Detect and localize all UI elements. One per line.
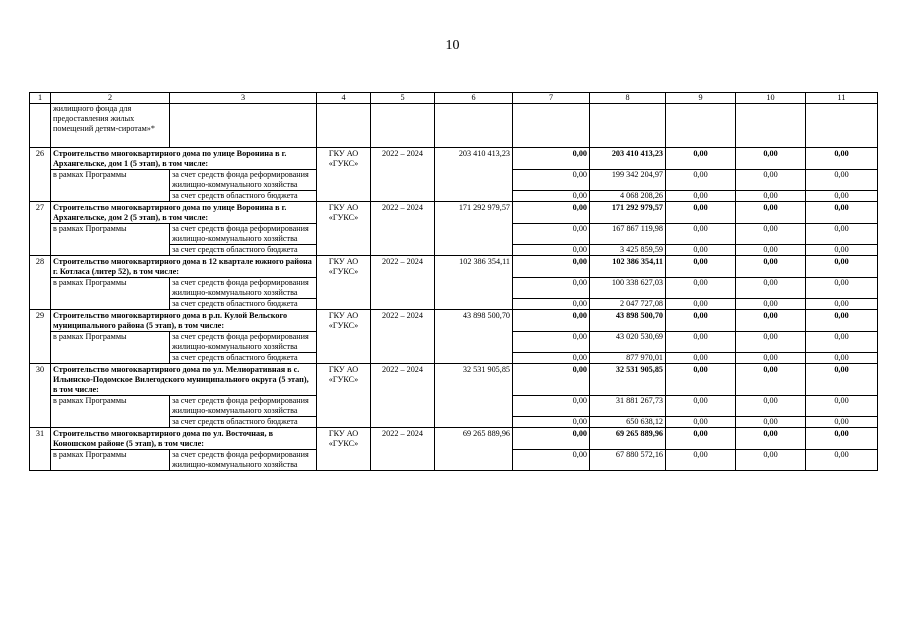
value-col7: 0,00 — [513, 148, 590, 170]
total-cost: 102 386 354,11 — [435, 256, 513, 310]
value-col10: 0,00 — [736, 428, 806, 450]
value-col7: 0,00 — [513, 202, 590, 224]
value-col11: 0,00 — [806, 353, 878, 364]
value-col11: 0,00 — [806, 148, 878, 170]
value-col10: 0,00 — [736, 148, 806, 170]
period: 2022 – 2024 — [371, 256, 435, 310]
column-number: 5 — [371, 93, 435, 104]
value-col10: 0,00 — [736, 353, 806, 364]
value-col7: 0,00 — [513, 332, 590, 353]
funding-source-region: за счет средств областного бюджета — [170, 353, 317, 364]
value-col9: 0,00 — [666, 245, 736, 256]
value-col8: 199 342 204,97 — [590, 170, 666, 191]
project-title: Строительство многоквартирного дома по улице Воронина в г. Архангельске, дом 1 (5 этап), в том числе: — [51, 148, 317, 170]
project-title: Строительство многоквартирного дома по ул. Восточная, в Коношском районе (5 этап), в том числе: — [51, 428, 317, 450]
value-col7: 0,00 — [513, 191, 590, 202]
value-col8: 4 068 208,26 — [590, 191, 666, 202]
value-col7: 0,00 — [513, 245, 590, 256]
column-number-row — [30, 93, 878, 104]
value-col9: 0,00 — [666, 256, 736, 278]
value-col7: 0,00 — [513, 224, 590, 245]
value-col11: 0,00 — [806, 310, 878, 332]
value-col9: 0,00 — [666, 332, 736, 353]
page-number: 10 — [445, 38, 460, 53]
executor: ГКУ АО «ГУКС» — [317, 256, 371, 310]
value-col8: 31 881 267,73 — [590, 396, 666, 417]
value-col7: 0,00 — [513, 278, 590, 299]
value-col7: 0,00 — [513, 450, 590, 471]
column-number: 11 — [806, 93, 878, 104]
value-col8: 100 338 627,03 — [590, 278, 666, 299]
value-col11: 0,00 — [806, 450, 878, 471]
table-body — [30, 93, 878, 471]
value-col11: 0,00 — [806, 256, 878, 278]
total-cost: 69 265 889,96 — [435, 428, 513, 471]
value-col11: 0,00 — [806, 245, 878, 256]
value-col10: 0,00 — [736, 256, 806, 278]
value-col10: 0,00 — [736, 202, 806, 224]
funding-source-region: за счет средств областного бюджета — [170, 299, 317, 310]
value-col8: 877 970,01 — [590, 353, 666, 364]
value-col9: 0,00 — [666, 417, 736, 428]
row-number: 26 — [30, 148, 51, 202]
project-row — [30, 428, 878, 450]
column-number: 3 — [170, 93, 317, 104]
period: 2022 – 2024 — [371, 202, 435, 256]
value-col11: 0,00 — [806, 224, 878, 245]
total-cost: 171 292 979,57 — [435, 202, 513, 256]
continuation-row — [30, 104, 878, 148]
value-col8: 32 531 905,85 — [590, 364, 666, 396]
column-number: 2 — [51, 93, 170, 104]
funding-source-region: за счет средств областного бюджета — [170, 245, 317, 256]
value-col11: 0,00 — [806, 170, 878, 191]
value-col11: 0,00 — [806, 428, 878, 450]
column-number: 10 — [736, 93, 806, 104]
value-col10: 0,00 — [736, 191, 806, 202]
value-col9: 0,00 — [666, 170, 736, 191]
value-col9: 0,00 — [666, 224, 736, 245]
value-col10: 0,00 — [736, 245, 806, 256]
column-number: 4 — [317, 93, 371, 104]
row-number: 30 — [30, 364, 51, 428]
value-col10: 0,00 — [736, 278, 806, 299]
row-number: 29 — [30, 310, 51, 364]
value-col7: 0,00 — [513, 364, 590, 396]
column-number: 7 — [513, 93, 590, 104]
value-col10: 0,00 — [736, 332, 806, 353]
total-cost: 43 898 500,70 — [435, 310, 513, 364]
value-col9: 0,00 — [666, 450, 736, 471]
value-col9: 0,00 — [666, 310, 736, 332]
value-col9: 0,00 — [666, 396, 736, 417]
sub-program-label: в рамках Программы — [51, 332, 170, 364]
sub-program-label: в рамках Программы — [51, 224, 170, 256]
sub-program-label: в рамках Программы — [51, 278, 170, 310]
funding-source-fund: за счет средств фонда реформирования жилищно-коммунального хозяйства — [170, 170, 317, 191]
value-col8: 69 265 889,96 — [590, 428, 666, 450]
executor: ГКУ АО «ГУКС» — [317, 364, 371, 428]
value-col10: 0,00 — [736, 224, 806, 245]
project-title: Строительство многоквартирного дома в 12 квартале южного района г. Котласа (литер 52), в том числе: — [51, 256, 317, 278]
sub-program-label: в рамках Программы — [51, 450, 170, 471]
value-col8: 102 386 354,11 — [590, 256, 666, 278]
funding-table — [29, 92, 878, 471]
value-col9: 0,00 — [666, 202, 736, 224]
project-row — [30, 148, 878, 170]
column-number: 6 — [435, 93, 513, 104]
project-row — [30, 310, 878, 332]
value-col7: 0,00 — [513, 310, 590, 332]
value-col10: 0,00 — [736, 450, 806, 471]
executor: ГКУ АО «ГУКС» — [317, 310, 371, 364]
project-row — [30, 364, 878, 396]
value-col11: 0,00 — [806, 417, 878, 428]
funding-source-region: за счет средств областного бюджета — [170, 417, 317, 428]
column-number: 1 — [30, 93, 51, 104]
value-col8: 43 020 530,69 — [590, 332, 666, 353]
row-number: 28 — [30, 256, 51, 310]
total-cost: 32 531 905,85 — [435, 364, 513, 428]
sub-program-label: в рамках Программы — [51, 396, 170, 428]
period: 2022 – 2024 — [371, 428, 435, 471]
funding-source-region: за счет средств областного бюджета — [170, 191, 317, 202]
value-col7: 0,00 — [513, 170, 590, 191]
value-col7: 0,00 — [513, 353, 590, 364]
period: 2022 – 2024 — [371, 310, 435, 364]
value-col9: 0,00 — [666, 278, 736, 299]
value-col11: 0,00 — [806, 202, 878, 224]
row-number: 31 — [30, 428, 51, 471]
column-number: 9 — [666, 93, 736, 104]
value-col9: 0,00 — [666, 428, 736, 450]
continuation-text: жилищного фонда для предоставления жилых помещений детям-сиротам»* — [51, 104, 170, 148]
project-title: Строительство многоквартирного дома по ул. Мелиоративная в с. Ильинско-Подомское Вилегодского муниципального округа (5 этап), в том числе: — [51, 364, 317, 396]
project-title: Строительство многоквартирного дома в р.п. Кулой Вельского муниципального района (5 этап), в том числе: — [51, 310, 317, 332]
project-row — [30, 202, 878, 224]
sub-program-label: в рамках Программы — [51, 170, 170, 202]
value-col10: 0,00 — [736, 396, 806, 417]
value-col7: 0,00 — [513, 256, 590, 278]
row-number: 27 — [30, 202, 51, 256]
value-col8: 171 292 979,57 — [590, 202, 666, 224]
value-col8: 167 867 119,98 — [590, 224, 666, 245]
funding-source-fund: за счет средств фонда реформирования жилищно-коммунального хозяйства — [170, 224, 317, 245]
value-col7: 0,00 — [513, 428, 590, 450]
value-col8: 43 898 500,70 — [590, 310, 666, 332]
executor: ГКУ АО «ГУКС» — [317, 202, 371, 256]
value-col8: 203 410 413,23 — [590, 148, 666, 170]
value-col10: 0,00 — [736, 364, 806, 396]
value-col7: 0,00 — [513, 299, 590, 310]
funding-source-fund: за счет средств фонда реформирования жилищно-коммунального хозяйства — [170, 332, 317, 353]
value-col11: 0,00 — [806, 299, 878, 310]
value-col11: 0,00 — [806, 191, 878, 202]
value-col7: 0,00 — [513, 417, 590, 428]
value-col10: 0,00 — [736, 299, 806, 310]
value-col11: 0,00 — [806, 396, 878, 417]
value-col9: 0,00 — [666, 299, 736, 310]
executor: ГКУ АО «ГУКС» — [317, 428, 371, 471]
value-col9: 0,00 — [666, 364, 736, 396]
value-col10: 0,00 — [736, 170, 806, 191]
value-col10: 0,00 — [736, 310, 806, 332]
project-title: Строительство многоквартирного дома по улице Воронина в г. Архангельске, дом 2 (5 этап), в том числе: — [51, 202, 317, 224]
value-col8: 67 880 572,16 — [590, 450, 666, 471]
value-col11: 0,00 — [806, 332, 878, 353]
value-col8: 3 425 859,59 — [590, 245, 666, 256]
funding-source-fund: за счет средств фонда реформирования жилищно-коммунального хозяйства — [170, 450, 317, 471]
period: 2022 – 2024 — [371, 364, 435, 428]
executor: ГКУ АО «ГУКС» — [317, 148, 371, 202]
value-col8: 2 047 727,08 — [590, 299, 666, 310]
funding-source-fund: за счет средств фонда реформирования жилищно-коммунального хозяйства — [170, 396, 317, 417]
project-row — [30, 256, 878, 278]
value-col10: 0,00 — [736, 417, 806, 428]
value-col11: 0,00 — [806, 364, 878, 396]
period: 2022 – 2024 — [371, 148, 435, 202]
value-col8: 650 638,12 — [590, 417, 666, 428]
value-col9: 0,00 — [666, 353, 736, 364]
value-col9: 0,00 — [666, 148, 736, 170]
value-col9: 0,00 — [666, 191, 736, 202]
funding-source-fund: за счет средств фонда реформирования жилищно-коммунального хозяйства — [170, 278, 317, 299]
value-col7: 0,00 — [513, 396, 590, 417]
value-col11: 0,00 — [806, 278, 878, 299]
total-cost: 203 410 413,23 — [435, 148, 513, 202]
column-number: 8 — [590, 93, 666, 104]
